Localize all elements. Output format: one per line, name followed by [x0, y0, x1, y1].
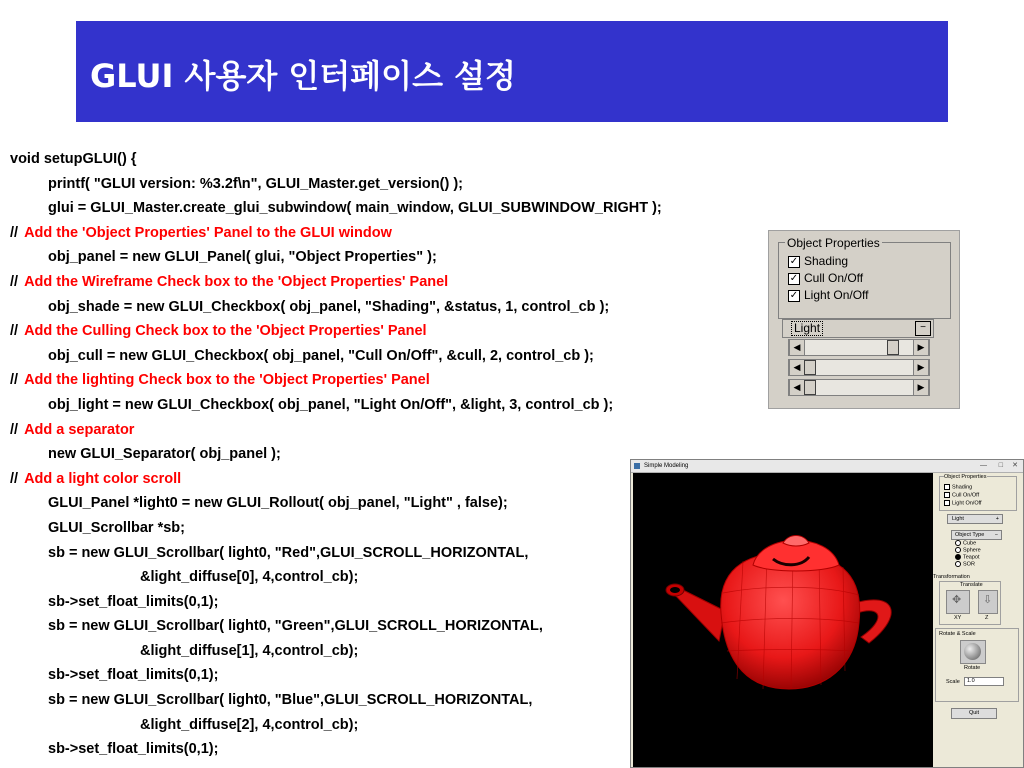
comment-text: Add a separator: [24, 421, 135, 438]
comment-marker: //: [10, 421, 19, 438]
minimize-icon[interactable]: —: [980, 462, 987, 469]
code-line: sb = new GLUI_Scrollbar( light0, "Green",GLUI_SCROLL_HORIZONTAL,: [48, 618, 543, 635]
code-comment-line: [10, 368, 662, 393]
code-line: obj_light = new GLUI_Checkbox( obj_panel, "Light On/Off", &light, 3, control_cb );: [48, 396, 614, 413]
code-line: sb = new GLUI_Scrollbar( light0, "Red",GLUI_SCROLL_HORIZONTAL,: [48, 544, 529, 561]
code-listing: [10, 147, 662, 762]
light-checkbox[interactable]: [788, 288, 868, 302]
code-comment-line: [10, 418, 662, 443]
scroll-right-button[interactable]: ▶: [913, 360, 929, 375]
rotate-label: Rotate: [964, 665, 981, 671]
comment-text: Add the 'Object Properties' Panel to the GLUI window: [24, 224, 392, 241]
comment-marker: //: [10, 273, 19, 290]
glui-panel-preview: [768, 230, 960, 409]
radio-sor[interactable]: SOR: [955, 561, 975, 567]
light-rollout[interactable]: [782, 319, 934, 338]
scale-input[interactable]: 1.0: [964, 677, 1004, 686]
side-light-checkbox[interactable]: Light On/Off: [944, 500, 982, 506]
code-line: sb = new GLUI_Scrollbar( light0, "Blue",GLUI_SCROLL_HORIZONTAL,: [48, 692, 533, 709]
code-line: printf( "GLUI version: %3.2f\n", GLUI_Master.get_version() );: [48, 175, 463, 192]
comment-text: Add the Wireframe Check box to the 'Object Properties' Panel: [24, 273, 449, 290]
code-comment-line: [10, 467, 662, 492]
code-line: void setupGLUI() {: [10, 151, 137, 167]
code-comment-line: [10, 221, 662, 246]
rollout-label: Light: [791, 321, 823, 336]
transformation-label: Transformation: [933, 574, 970, 580]
scroll-left-button[interactable]: ◀: [789, 380, 805, 395]
maximize-icon[interactable]: □: [998, 462, 1003, 469]
code-line: glui = GLUI_Master.create_glui_subwindow( main_window, GLUI_SUBWINDOW_RIGHT );: [48, 200, 662, 217]
comment-text: Add the Culling Check box to the 'Object Properties' Panel: [24, 323, 427, 340]
object-properties-group: [778, 236, 951, 319]
cull-checkbox[interactable]: [788, 271, 863, 285]
light-scrollbar[interactable]: [788, 359, 930, 376]
scroll-thumb[interactable]: [804, 380, 816, 395]
glui-sidebar: [933, 473, 1023, 767]
shading-checkbox[interactable]: [788, 254, 848, 268]
xy-label: XY: [954, 615, 962, 621]
3d-viewport[interactable]: [633, 473, 933, 767]
translate-xy-control[interactable]: [946, 590, 970, 614]
cull-label: Cull On/Off: [804, 271, 864, 285]
radio-teapot[interactable]: Teapot: [955, 554, 980, 560]
close-icon[interactable]: ✕: [1012, 462, 1018, 469]
rotate-scale-group: [935, 628, 1019, 702]
code-line: sb->set_float_limits(0,1);: [48, 593, 219, 610]
window-title: Simple Modeling: [644, 463, 689, 469]
side-cull-checkbox[interactable]: Cull On/Off: [944, 492, 979, 498]
comment-marker: //: [10, 323, 19, 340]
light-scrollbar[interactable]: [788, 339, 930, 356]
comment-marker: //: [10, 224, 19, 241]
code-comment-line: [10, 270, 662, 295]
check-icon: ✓: [789, 272, 799, 284]
rotate-scale-label: Rotate & Scale: [939, 631, 976, 637]
side-light-rollout[interactable]: Light +: [947, 514, 1003, 524]
page-title: GLUI 사용자 인터페이스 설정: [90, 57, 516, 95]
translate-z-control[interactable]: [978, 590, 998, 614]
comment-text: Add a light color scroll: [24, 470, 182, 487]
scroll-thumb[interactable]: [887, 340, 899, 355]
shading-label: Shading: [804, 254, 849, 268]
code-line: obj_shade = new GLUI_Checkbox( obj_panel, "Shading", &status, 1, control_cb );: [48, 298, 610, 315]
side-group-label: Object Properties: [944, 474, 987, 480]
simple-modeling-window: [630, 459, 1024, 768]
scroll-thumb[interactable]: [804, 360, 816, 375]
rotate-ball-icon: [964, 643, 981, 660]
comment-marker: //: [10, 470, 19, 487]
side-shading-checkbox[interactable]: Shading: [944, 484, 972, 490]
object-type-rollout[interactable]: Object Type −: [951, 530, 1002, 540]
translate-label: Translate: [960, 582, 983, 588]
app-icon: [634, 463, 640, 469]
scale-label: Scale: [946, 679, 960, 685]
code-line: GLUI_Scrollbar *sb;: [48, 519, 185, 536]
radio-sphere[interactable]: Sphere: [955, 547, 981, 553]
code-line: GLUI_Panel *light0 = new GLUI_Rollout( obj_panel, "Light" , false);: [48, 495, 508, 512]
move-icon: ✥: [952, 594, 962, 606]
scroll-right-button[interactable]: ▶: [913, 340, 929, 355]
quit-button[interactable]: Quit: [951, 708, 997, 719]
comment-marker: //: [10, 372, 19, 389]
window-titlebar: [631, 460, 1023, 473]
translate-group: [939, 581, 1001, 625]
light-label: Light On/Off: [804, 288, 869, 302]
code-line: sb->set_float_limits(0,1);: [48, 667, 219, 684]
check-icon: ✓: [789, 255, 799, 267]
rotate-control[interactable]: [960, 640, 986, 664]
arrow-down-icon: ⇩: [983, 594, 993, 606]
code-line: &light_diffuse[2], 4,control_cb);: [140, 716, 359, 733]
code-line: sb->set_float_limits(0,1);: [48, 741, 219, 758]
teapot-render: [633, 473, 933, 767]
object-properties-legend: Object Properties: [787, 236, 880, 250]
collapse-button[interactable]: −: [915, 321, 931, 336]
scroll-left-button[interactable]: ◀: [789, 340, 805, 355]
radio-cube[interactable]: Cube: [955, 540, 976, 546]
scroll-left-button[interactable]: ◀: [789, 360, 805, 375]
z-label: Z: [985, 615, 989, 621]
code-line: &light_diffuse[0], 4,control_cb);: [140, 569, 359, 586]
code-line: &light_diffuse[1], 4,control_cb);: [140, 642, 359, 659]
title-bar: [76, 21, 948, 122]
comment-text: Add the lighting Check box to the 'Object Properties' Panel: [24, 372, 430, 389]
scroll-right-button[interactable]: ▶: [913, 380, 929, 395]
check-icon: ✓: [789, 289, 799, 301]
light-scrollbar[interactable]: [788, 379, 930, 396]
code-line: obj_panel = new GLUI_Panel( glui, "Object Properties" );: [48, 249, 437, 266]
code-comment-line: [10, 319, 662, 344]
side-object-properties-group: [939, 476, 1017, 511]
code-line: obj_cull = new GLUI_Checkbox( obj_panel, "Cull On/Off", &cull, 2, control_cb );: [48, 347, 594, 364]
code-line: new GLUI_Separator( obj_panel );: [48, 446, 281, 463]
